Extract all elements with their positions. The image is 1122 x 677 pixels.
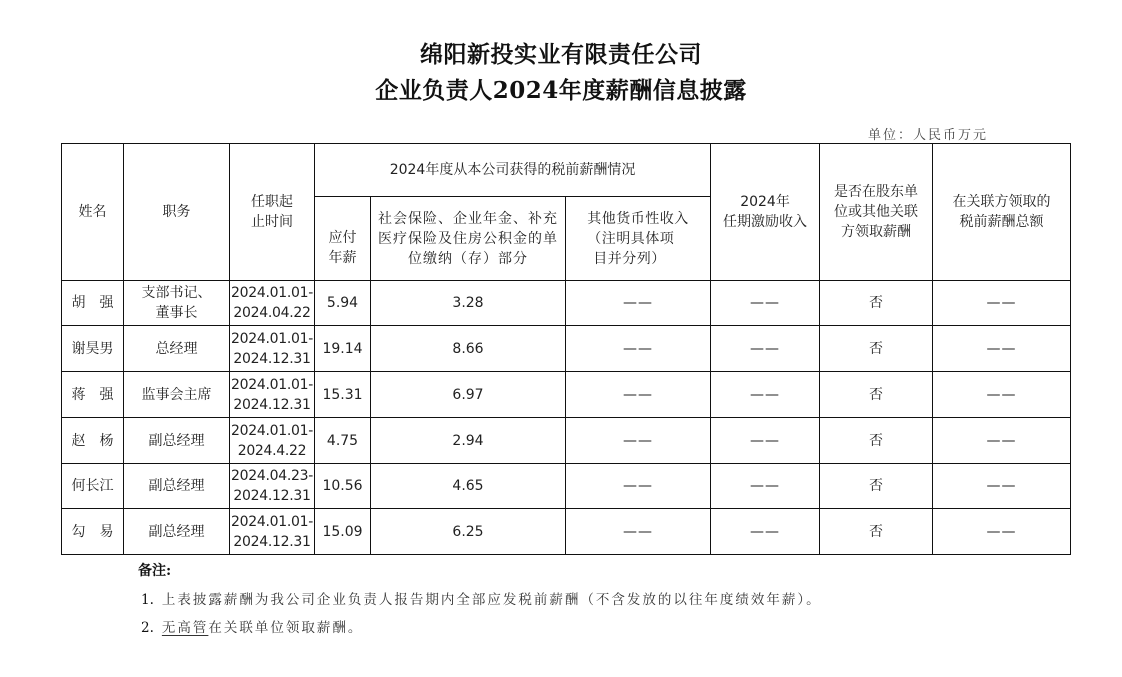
header-incentive — [711, 144, 820, 281]
cell-shareholder: 否 — [820, 418, 933, 464]
cell-social: 8.66 — [371, 326, 566, 372]
header-salary — [315, 197, 371, 281]
note-text: 在关联单位领取薪酬。 — [208, 620, 364, 636]
cell-other: —— — [566, 464, 711, 509]
cell-other: —— — [566, 372, 711, 418]
header-incentive-line1: 2024年 — [740, 194, 790, 210]
cell-name: 胡 强 — [62, 281, 124, 326]
table-row — [62, 464, 1071, 509]
company-title: 绵阳新投实业有限责任公司 — [420, 41, 702, 68]
cell-term-end: 2024.12.31 — [233, 533, 311, 550]
cell-name: 勾 易 — [62, 509, 124, 555]
cell-term-end: 2024.04.22 — [233, 305, 311, 321]
cell-incentive: —— — [711, 418, 820, 464]
notes-section — [138, 560, 822, 636]
cell-other: —— — [566, 326, 711, 372]
cell-incentive: —— — [711, 326, 820, 372]
cell-social: 2.94 — [371, 418, 566, 464]
cell-salary: 10.56 — [315, 464, 371, 509]
cell-position: 副总经理 — [124, 418, 230, 464]
cell-salary: 5.94 — [315, 281, 371, 326]
header-related-line2: 税前薪酬总额 — [959, 214, 1044, 230]
cell-shareholder: 否 — [820, 281, 933, 326]
header-shareholder — [820, 144, 933, 281]
cell-salary: 15.09 — [315, 509, 371, 555]
cell-related: —— — [933, 326, 1071, 372]
header-social: 社会保险、企业年金、补充医疗保险及住房公积金的单位缴纳（存）部分 — [371, 197, 566, 281]
cell-term-start: 2024.01.01- — [231, 513, 313, 530]
cell-shareholder: 否 — [820, 326, 933, 372]
cell-term-start: 2024.01.01- — [231, 330, 313, 347]
cell-name: 赵 杨 — [62, 418, 124, 464]
cell-position: 总经理 — [124, 326, 230, 372]
header-related — [933, 144, 1071, 281]
cell-term-end: 2024.4.22 — [237, 442, 307, 459]
cell-term — [230, 509, 315, 555]
cell-name: 蒋 强 — [62, 372, 124, 418]
cell-term — [230, 281, 315, 326]
cell-salary: 4.75 — [315, 418, 371, 464]
header-shareholder-line1: 是否在股东单 — [834, 184, 919, 200]
cell-shareholder: 否 — [820, 509, 933, 555]
header-shareholder-line3: 方领取薪酬 — [841, 224, 912, 240]
salary-disclosure-table — [61, 143, 1071, 555]
header-salary-line1: 应付 — [328, 229, 357, 246]
cell-name: 谢昊男 — [62, 326, 124, 372]
cell-term — [230, 326, 315, 372]
cell-salary: 19.14 — [315, 326, 371, 372]
cell-related: —— — [933, 509, 1071, 555]
header-other-line3: 目并分列） — [593, 250, 666, 267]
header-term-line2: 止时间 — [251, 214, 293, 230]
header-term — [230, 144, 315, 281]
cell-shareholder: 否 — [820, 464, 933, 509]
cell-term-start: 2024.01.01- — [231, 285, 313, 301]
header-salary-line2: 年薪 — [328, 249, 357, 266]
cell-incentive: —— — [711, 509, 820, 555]
cell-related: —— — [933, 464, 1071, 509]
cell-other: —— — [566, 509, 711, 555]
cell-position: 监事会主席 — [124, 372, 230, 418]
table-row — [62, 372, 1071, 418]
header-other-line2: （注明具体项 — [587, 230, 675, 247]
cell-other: —— — [566, 281, 711, 326]
cell-position-line1: 支部书记、 — [141, 285, 212, 301]
cell-other: —— — [566, 418, 711, 464]
document-title: 企业负责人2024年度薪酬信息披露 — [375, 77, 747, 104]
table-row — [62, 509, 1071, 555]
note-number: 2. — [141, 620, 154, 636]
cell-position: 副总经理 — [124, 509, 230, 555]
table-row — [62, 326, 1071, 372]
header-incentive-line2: 任期激励收入 — [723, 214, 808, 230]
cell-term — [230, 418, 315, 464]
cell-position: 副总经理 — [124, 464, 230, 509]
header-name: 姓名 — [62, 144, 124, 281]
notes-heading: 备注: — [138, 563, 172, 579]
header-group-pretax-salary: 2024年度从本公司获得的税前薪酬情况 — [315, 144, 711, 197]
table-row — [62, 281, 1071, 326]
header-term-line1: 任职起 — [251, 194, 293, 210]
cell-incentive: —— — [711, 372, 820, 418]
cell-term — [230, 464, 315, 509]
cell-related: —— — [933, 281, 1071, 326]
cell-shareholder: 否 — [820, 372, 933, 418]
header-related-line1: 在关联方领取的 — [952, 194, 1051, 210]
cell-social: 6.25 — [371, 509, 566, 555]
unit-label: 单位：人民币万元 — [868, 128, 989, 143]
note-text-underlined: 无高管 — [161, 620, 209, 636]
cell-social: 6.97 — [371, 372, 566, 418]
cell-term-end: 2024.12.31 — [233, 488, 311, 504]
note-number: 1. — [141, 592, 154, 608]
header-other — [566, 197, 711, 281]
note-text: 上表披露薪酬为我公司企业负责人报告期内全部应发税前薪酬（不含发放的以往年度绩效年薪）。 — [161, 592, 822, 608]
header-other-line1: 其他货币性收入 — [587, 210, 689, 227]
header-position: 职务 — [124, 144, 230, 281]
cell-term-end: 2024.12.31 — [233, 396, 311, 413]
cell-term-start: 2024.04.23- — [231, 468, 313, 484]
cell-incentive: —— — [711, 464, 820, 509]
cell-related: —— — [933, 418, 1071, 464]
cell-social: 4.65 — [371, 464, 566, 509]
cell-incentive: —— — [711, 281, 820, 326]
cell-position — [124, 281, 230, 326]
header-row-1 — [62, 144, 1071, 197]
cell-name: 何长江 — [62, 464, 124, 509]
cell-position-line2: 董事长 — [155, 305, 198, 321]
table-row — [62, 418, 1071, 464]
cell-term-end: 2024.12.31 — [233, 350, 311, 367]
cell-salary: 15.31 — [315, 372, 371, 418]
cell-related: —— — [933, 372, 1071, 418]
cell-social: 3.28 — [371, 281, 566, 326]
cell-term-start: 2024.01.01- — [231, 376, 313, 393]
note-item-1 — [141, 588, 822, 608]
cell-term-start: 2024.01.01- — [231, 422, 313, 439]
header-shareholder-line2: 位或其他关联 — [834, 204, 919, 220]
note-item-2 — [141, 616, 822, 636]
cell-term — [230, 372, 315, 418]
